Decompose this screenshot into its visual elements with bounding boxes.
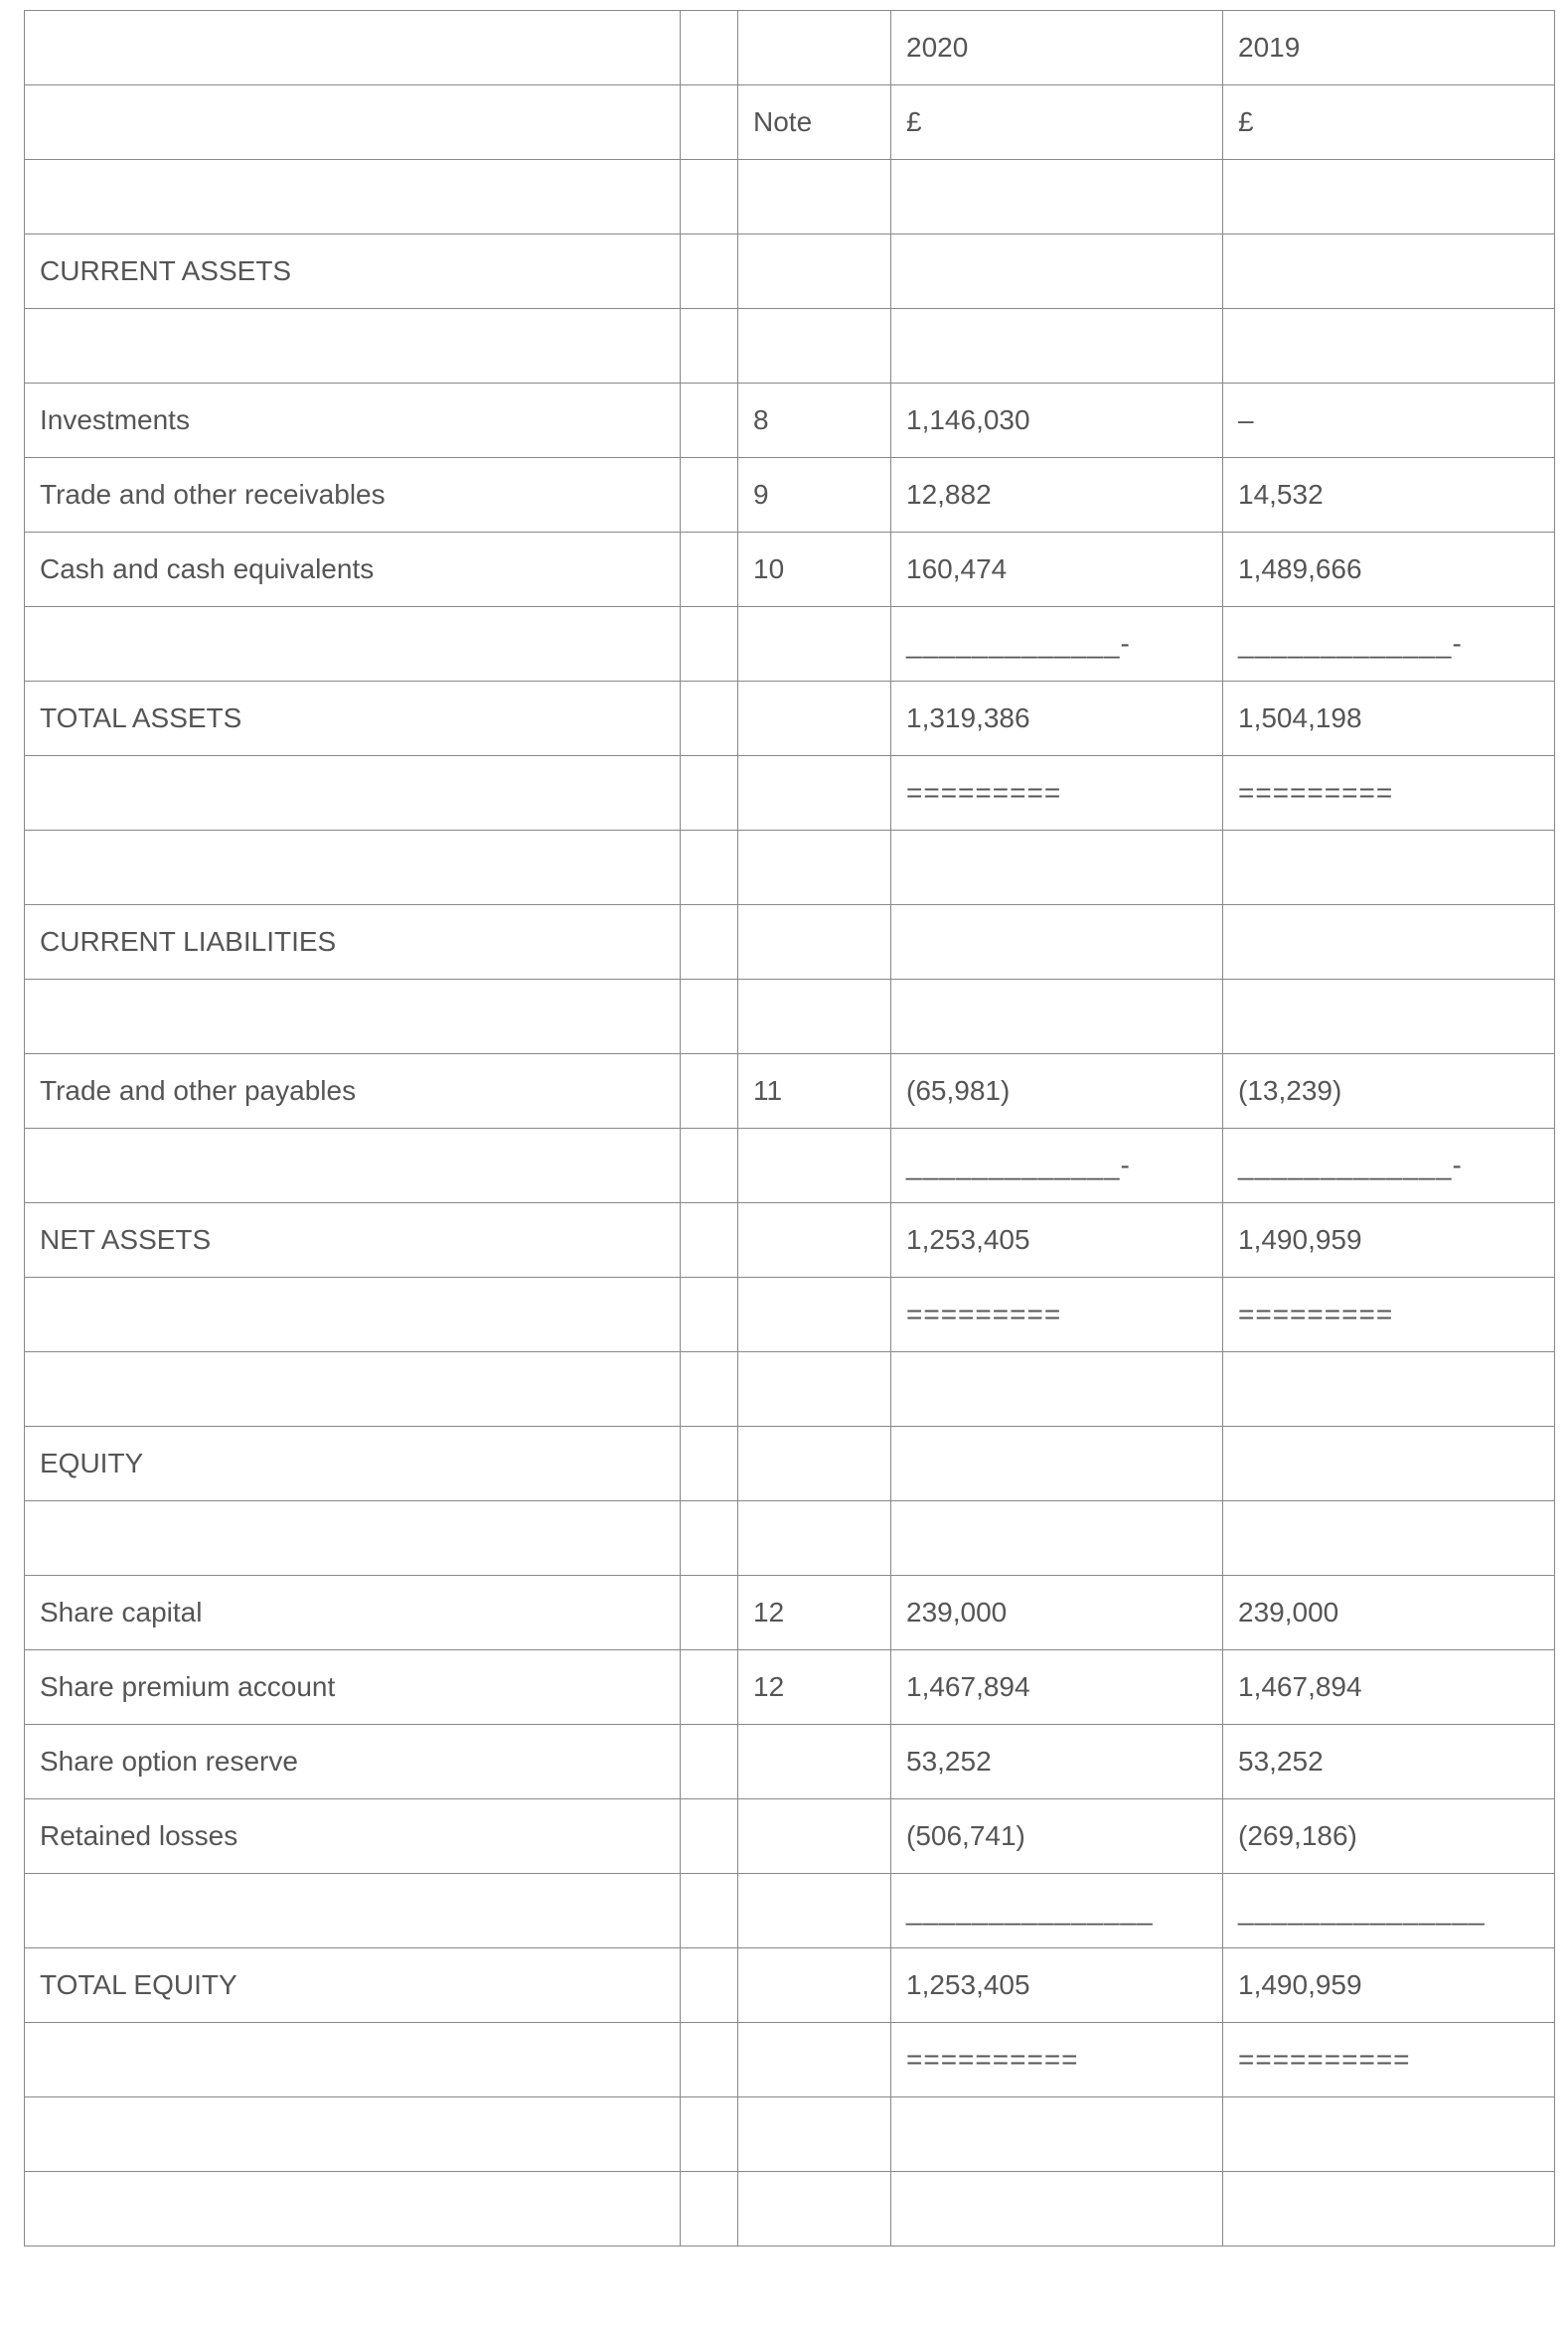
row-amount-2019: 1,489,666 (1223, 533, 1555, 607)
row-label: EQUITY (25, 1427, 681, 1501)
row-amount-2020 (891, 1352, 1223, 1427)
row-amount-2020 (891, 2172, 1223, 2247)
table-row (25, 1352, 1555, 1427)
table-row (25, 1054, 1555, 1129)
header-currency-prior: £ (1223, 85, 1555, 160)
table-row (25, 607, 1555, 682)
row-gap (681, 905, 738, 980)
row-gap (681, 1501, 738, 1576)
row-amount-2019: 1,490,959 (1223, 1948, 1555, 2023)
row-gap (681, 607, 738, 682)
table-row (25, 1203, 1555, 1278)
row-gap (681, 309, 738, 384)
row-note: 9 (738, 458, 891, 533)
table-row (25, 1427, 1555, 1501)
row-amount-2020: _____________- (891, 1129, 1223, 1203)
row-gap (681, 1725, 738, 1799)
row-amount-2020 (891, 1501, 1223, 1576)
header-label-cell (25, 11, 681, 85)
row-amount-2020: 160,474 (891, 533, 1223, 607)
header-gap-cell (681, 85, 738, 160)
balance-sheet-table (24, 10, 1555, 2247)
row-label: Share option reserve (25, 1725, 681, 1799)
row-note: 12 (738, 1576, 891, 1650)
row-amount-2020: 1,253,405 (891, 1948, 1223, 2023)
row-label: Retained losses (25, 1799, 681, 1874)
row-amount-2020: ========= (891, 1278, 1223, 1352)
table-row (25, 1501, 1555, 1576)
table-row (25, 234, 1555, 309)
row-amount-2020: (506,741) (891, 1799, 1223, 1874)
row-amount-2019: – (1223, 384, 1555, 458)
row-note (738, 1501, 891, 1576)
row-amount-2019 (1223, 234, 1555, 309)
row-gap (681, 1576, 738, 1650)
row-label: Share capital (25, 1576, 681, 1650)
row-note (738, 2097, 891, 2172)
header-currency-current: £ (891, 85, 1223, 160)
header-year-row (25, 11, 1555, 85)
row-amount-2019: 1,467,894 (1223, 1650, 1555, 1725)
row-gap (681, 831, 738, 905)
table-row (25, 384, 1555, 458)
table-row (25, 682, 1555, 756)
header-year-prior: 2019 (1223, 11, 1555, 85)
row-note (738, 1203, 891, 1278)
row-amount-2020: _______________ (891, 1874, 1223, 1948)
table-row (25, 1278, 1555, 1352)
row-note (738, 607, 891, 682)
table-row (25, 1650, 1555, 1725)
header-gap-cell (681, 11, 738, 85)
row-gap (681, 1799, 738, 1874)
header-note-cell (738, 11, 891, 85)
row-label (25, 831, 681, 905)
row-gap (681, 1427, 738, 1501)
row-label (25, 1874, 681, 1948)
row-label (25, 160, 681, 234)
row-amount-2020: 1,146,030 (891, 384, 1223, 458)
row-note (738, 1725, 891, 1799)
row-amount-2019 (1223, 2097, 1555, 2172)
row-amount-2019 (1223, 2172, 1555, 2247)
row-note (738, 1129, 891, 1203)
row-label (25, 1278, 681, 1352)
row-gap (681, 2023, 738, 2097)
row-gap (681, 1054, 738, 1129)
row-label: Trade and other receivables (25, 458, 681, 533)
table-row (25, 980, 1555, 1054)
row-amount-2020: (65,981) (891, 1054, 1223, 1129)
row-amount-2019: _____________- (1223, 1129, 1555, 1203)
row-label (25, 2172, 681, 2247)
row-gap (681, 682, 738, 756)
row-label (25, 980, 681, 1054)
row-amount-2019: 1,504,198 (1223, 682, 1555, 756)
row-amount-2019: 1,490,959 (1223, 1203, 1555, 1278)
row-note (738, 1799, 891, 1874)
row-label: TOTAL EQUITY (25, 1948, 681, 2023)
row-amount-2020: 1,319,386 (891, 682, 1223, 756)
row-label: NET ASSETS (25, 1203, 681, 1278)
row-note (738, 2172, 891, 2247)
row-amount-2020 (891, 234, 1223, 309)
row-amount-2019: 239,000 (1223, 1576, 1555, 1650)
table-row (25, 160, 1555, 234)
row-amount-2019: ========== (1223, 2023, 1555, 2097)
balance-sheet-body (25, 11, 1555, 2247)
row-gap (681, 1278, 738, 1352)
table-row (25, 756, 1555, 831)
row-gap (681, 1874, 738, 1948)
row-gap (681, 533, 738, 607)
row-note (738, 309, 891, 384)
row-note (738, 1874, 891, 1948)
row-amount-2020: _____________- (891, 607, 1223, 682)
row-gap (681, 160, 738, 234)
row-amount-2019 (1223, 1427, 1555, 1501)
row-amount-2020: 1,467,894 (891, 1650, 1223, 1725)
table-row (25, 533, 1555, 607)
row-label (25, 2023, 681, 2097)
row-gap (681, 2172, 738, 2247)
row-gap (681, 1650, 738, 1725)
row-amount-2020 (891, 309, 1223, 384)
row-amount-2019: 53,252 (1223, 1725, 1555, 1799)
row-amount-2020: ========= (891, 756, 1223, 831)
row-note (738, 234, 891, 309)
row-note (738, 160, 891, 234)
table-row (25, 458, 1555, 533)
row-label: Trade and other payables (25, 1054, 681, 1129)
row-gap (681, 1203, 738, 1278)
row-note (738, 682, 891, 756)
row-note (738, 831, 891, 905)
row-amount-2020: 12,882 (891, 458, 1223, 533)
header-note-label: Note (738, 85, 891, 160)
row-note (738, 1278, 891, 1352)
row-label (25, 607, 681, 682)
table-row (25, 2097, 1555, 2172)
row-amount-2020 (891, 831, 1223, 905)
table-row (25, 1874, 1555, 1948)
row-amount-2019: ========= (1223, 756, 1555, 831)
row-gap (681, 234, 738, 309)
row-amount-2020 (891, 2097, 1223, 2172)
row-label: Cash and cash equivalents (25, 533, 681, 607)
row-note (738, 1427, 891, 1501)
row-amount-2019 (1223, 1501, 1555, 1576)
row-gap (681, 980, 738, 1054)
row-amount-2019 (1223, 980, 1555, 1054)
row-amount-2019: ========= (1223, 1278, 1555, 1352)
row-gap (681, 2097, 738, 2172)
row-amount-2019: 14,532 (1223, 458, 1555, 533)
row-label (25, 756, 681, 831)
row-gap (681, 384, 738, 458)
header-currency-row (25, 85, 1555, 160)
row-label: Investments (25, 384, 681, 458)
row-gap (681, 756, 738, 831)
row-amount-2019: _____________- (1223, 607, 1555, 682)
row-note: 10 (738, 533, 891, 607)
table-row (25, 1129, 1555, 1203)
row-note (738, 980, 891, 1054)
table-row (25, 1576, 1555, 1650)
header-label-cell (25, 85, 681, 160)
row-label (25, 1501, 681, 1576)
row-label: Share premium account (25, 1650, 681, 1725)
row-gap (681, 458, 738, 533)
row-amount-2019 (1223, 1352, 1555, 1427)
row-amount-2019: (13,239) (1223, 1054, 1555, 1129)
row-amount-2020 (891, 1427, 1223, 1501)
table-row (25, 309, 1555, 384)
row-gap (681, 1129, 738, 1203)
row-label (25, 2097, 681, 2172)
row-amount-2019 (1223, 309, 1555, 384)
row-gap (681, 1948, 738, 2023)
row-label: CURRENT ASSETS (25, 234, 681, 309)
row-amount-2020 (891, 905, 1223, 980)
row-amount-2020: 239,000 (891, 1576, 1223, 1650)
table-row (25, 1725, 1555, 1799)
row-amount-2019 (1223, 905, 1555, 980)
row-note: 8 (738, 384, 891, 458)
row-label (25, 309, 681, 384)
table-row (25, 905, 1555, 980)
row-amount-2020: 1,253,405 (891, 1203, 1223, 1278)
row-amount-2019: _______________ (1223, 1874, 1555, 1948)
row-note (738, 905, 891, 980)
row-label: TOTAL ASSETS (25, 682, 681, 756)
table-row (25, 1948, 1555, 2023)
row-label (25, 1129, 681, 1203)
table-row (25, 2172, 1555, 2247)
row-note (738, 1948, 891, 2023)
table-row (25, 2023, 1555, 2097)
header-year-current: 2020 (891, 11, 1223, 85)
row-gap (681, 1352, 738, 1427)
row-note (738, 2023, 891, 2097)
row-amount-2019: (269,186) (1223, 1799, 1555, 1874)
row-note: 11 (738, 1054, 891, 1129)
row-amount-2020 (891, 160, 1223, 234)
row-amount-2019 (1223, 831, 1555, 905)
row-amount-2020: ========== (891, 2023, 1223, 2097)
row-amount-2020: 53,252 (891, 1725, 1223, 1799)
row-label (25, 1352, 681, 1427)
row-note (738, 1352, 891, 1427)
table-row (25, 1799, 1555, 1874)
row-note (738, 756, 891, 831)
row-amount-2020 (891, 980, 1223, 1054)
row-amount-2019 (1223, 160, 1555, 234)
table-row (25, 831, 1555, 905)
row-note: 12 (738, 1650, 891, 1725)
row-label: CURRENT LIABILITIES (25, 905, 681, 980)
